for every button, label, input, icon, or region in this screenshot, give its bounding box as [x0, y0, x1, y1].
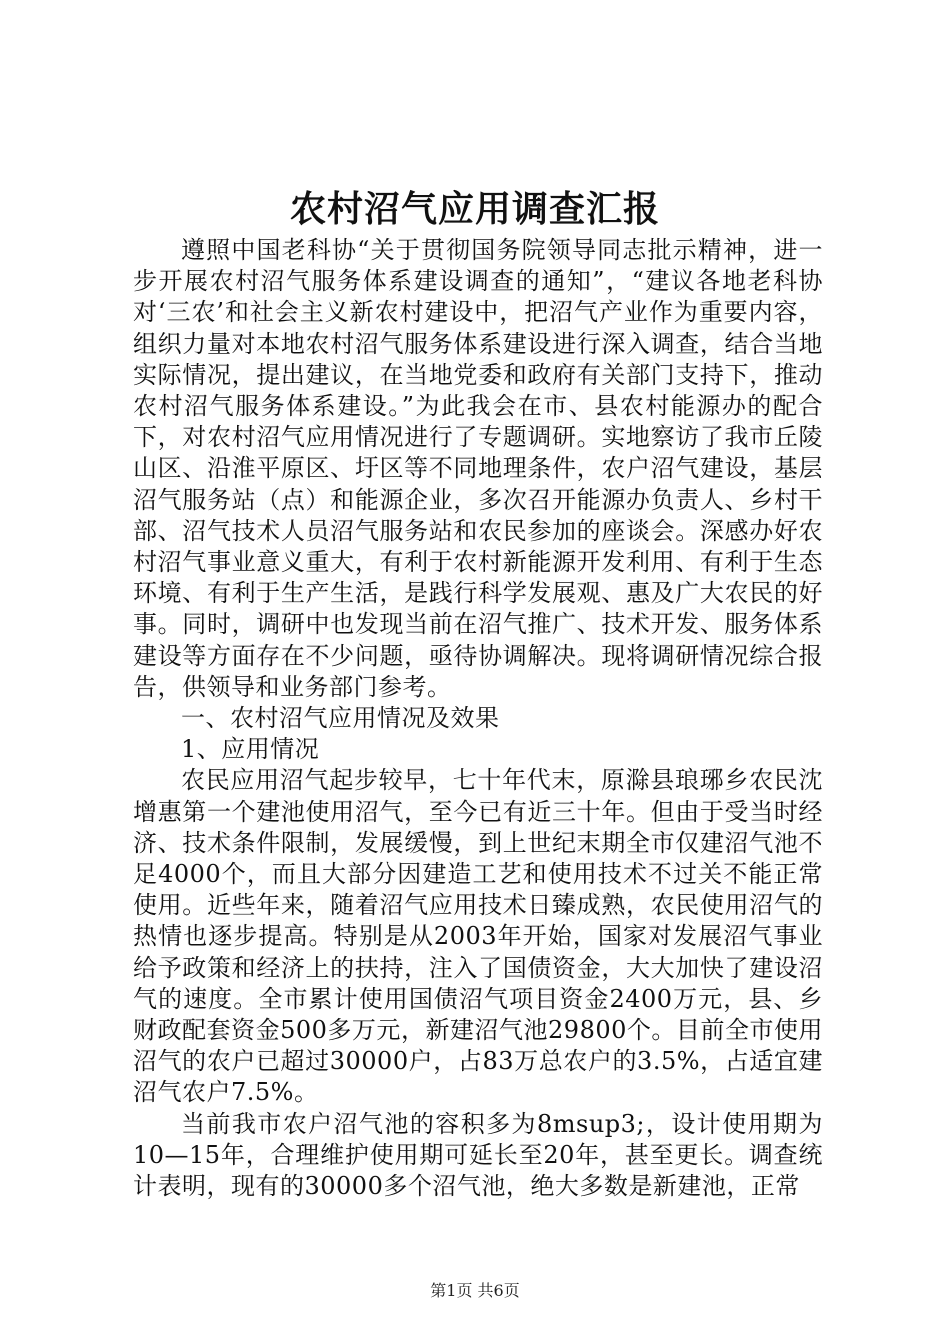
paragraph-capacity: 当前我市农户沼气池的容积多为8msup3;，设计使用期为10—15年，合理维护使用期可延长至20年，甚至更长。调查统计表明，现有的30000多个沼气池，绝大多数是新建池，正常 — [133, 1109, 823, 1201]
page-number: 第1页 共6页 — [430, 1281, 520, 1300]
section-heading: 一、农村沼气应用情况及效果 — [181, 704, 500, 733]
paragraph-application: 农民应用沼气起步较早，七十年代末，原滁县琅琊乡农民沈增惠第一个建池使用沼气，至今已有近三十年。但由于受当时经济、技术条件限制，发展缓慢，到上世纪末期全市仅建沼气池不足4000个，而且大部分因建造工艺和使用技术不过关不能正常使用。近些年来，随着沼气应用技术日臻成熟，农民使用沼气的热情也逐步提高。特别是从2003年开始，国家对发展沼气事业给予政策和经济上的扶持，注入了国债资金，大大加快了建设沼气的速度。全市累计使用国债沼气项目资金2400万元，县、乡财政配套资金500多万元，新建沼气池29800个。目前全市使用沼气的农户已超过30000户，占83万总农户的3.5%，占适宜建沼气农户7.5%。 — [133, 766, 823, 1107]
paragraph-intro: 遵照中国老科协“关于贯彻国务院领导同志批示精神，进一步开展农村沼气服务体系建设调查的通知”，“建议各地老科协对‘三农’和社会主义新农村建设中，把沼气产业作为重要内容，组织力量对本地农村沼气服务体系建设进行深入调查，结合当地实际情况，提出建议，在当地党委和政府有关部门支持下，推动农村沼气服务体系建设。”为此我会在市、县农村能源办的配合下，对农村沼气应用情况进行了专题调研。实地察访了我市丘陵山区、沿淮平原区、圩区等不同地理条件，农户沼气建设，基层沼气服务站（点）和能源企业，多次召开能源办负责人、乡村干部、沼气技术人员沼气服务站和农民参加的座谈会。深感办好农村沼气事业意义重大，有利于农村新能源开发利用、有利于生态环境、有利于生产生活，是践行科学发展观、惠及广大农民的好事。同时，调研中也发现当前在沼气推广、技术开发、服务体系建设等方面存在不少问题，亟待协调解决。现将调研情况综合报告，供领导和业务部门参考。 — [133, 236, 823, 701]
document-title: 农村沼气应用调查汇报 — [289, 188, 660, 230]
document-body — [133, 235, 823, 1202]
subsection-heading: 1、应用情况 — [181, 735, 320, 764]
